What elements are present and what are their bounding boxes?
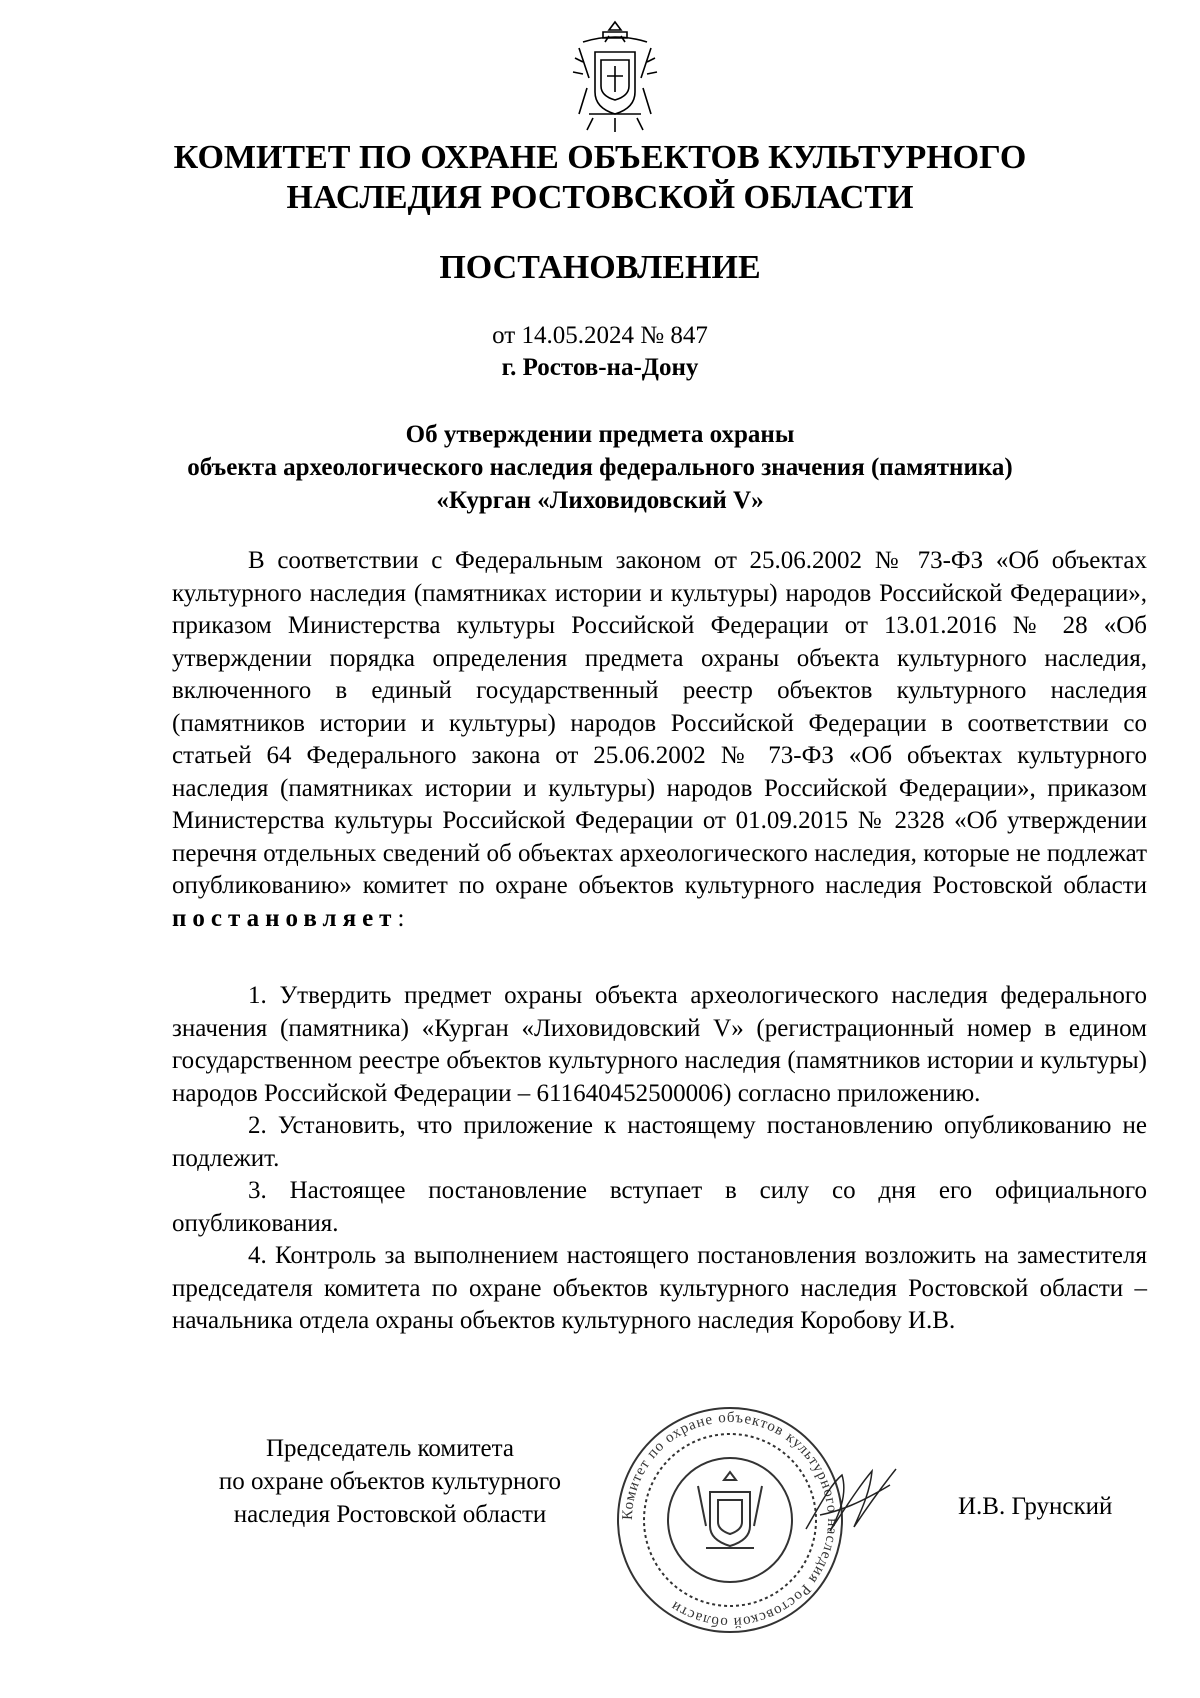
title-line-1: Об утверждении предмета охраны: [405, 421, 795, 448]
preamble-paragraph: [172, 545, 1147, 935]
document-date-number: от 14.05.2024 № 847: [492, 322, 708, 349]
signer-position-line-3: наследия Ростовской области: [233, 1501, 547, 1528]
seal-text: Комитет по охране объектов культурного наследия Ростовской области: [619, 1409, 841, 1631]
resolves-word: постановляет: [172, 904, 398, 932]
document-city: г. Ростов-на-Дону: [501, 354, 699, 381]
resolution-item: 4. Контроль за выполнением настоящего постановления возложить на заместителя председателя комитета по охране объектов культурного наследия Ростовской области – начальника отдела охраны объектов культурного наследия Коробову И.В.: [172, 1242, 1147, 1334]
signer-name: И.В. Грунский: [958, 1493, 1113, 1520]
resolution-item: 3. Настоящее постановление вступает в силу со дня его официального опубликования.: [172, 1177, 1147, 1237]
preamble-colon: :: [397, 904, 405, 932]
title-line-2: объекта археологического наследия федерального значения (памятника): [187, 454, 1013, 481]
coat-of-arms-icon: [565, 18, 665, 136]
signer-position-line-2: по охране объектов культурного: [218, 1468, 562, 1495]
agency-name: [0, 138, 1200, 218]
document-title: [0, 418, 1200, 517]
document-type: ПОСТАНОВЛЕНИЕ: [439, 249, 761, 286]
signer-position-line-1: Председатель комитета: [266, 1435, 514, 1462]
resolution-items: [172, 980, 1147, 1338]
agency-name-line-1: КОМИТЕТ ПО ОХРАНЕ ОБЪЕКТОВ КУЛЬТУРНОГО: [173, 139, 1027, 176]
signer-position: [180, 1432, 600, 1531]
resolution-item: 1. Утвердить предмет охраны объекта археологического наследия федерального значения (памятника) «Курган «Лиховидовский V» (регистрационный номер в едином государственном реестре объектов культурного наследия (памятников истории и культуры) народов Российской Федерации – 611640452500006) согласно приложению.: [172, 982, 1147, 1107]
resolution-item: 2. Установить, что приложение к настоящему постановлению опубликованию не подлежит.: [172, 1112, 1147, 1172]
title-line-3: «Курган «Лиховидовский V»: [436, 487, 764, 514]
handwritten-signature-icon: [800, 1445, 910, 1555]
agency-name-line-2: НАСЛЕДИЯ РОСТОВСКОЙ ОБЛАСТИ: [286, 179, 914, 216]
preamble-text: В соответствии с Федеральным законом от 25.06.2002 № 73-ФЗ «Об объектах культурного наследия (памятниках истории и культуры) народов Российской Федерации», приказом Министерства культуры Российской Федерации от 13.01.2016 № 28 «Об утверждении порядка определения предмета охраны объекта культурного наследия, включенного в единый государственный реестр объектов культурного наследия (памятников истории и культуры) народов Российской Федерации в соответствии со статьей 64 Федерального закона от 25.06.2002 № 73-ФЗ «Об объектах культурного наследия (памятниках истории и культуры) народов Российской Федерации», приказом Министерства культуры Российской Федерации от 01.09.2015 № 2328 «Об утверждении перечня отдельных сведений об объектах археологического наследия, которые не подлежат опубликованию» комитет по охране объектов культурного наследия Ростовской области: [172, 547, 1147, 899]
